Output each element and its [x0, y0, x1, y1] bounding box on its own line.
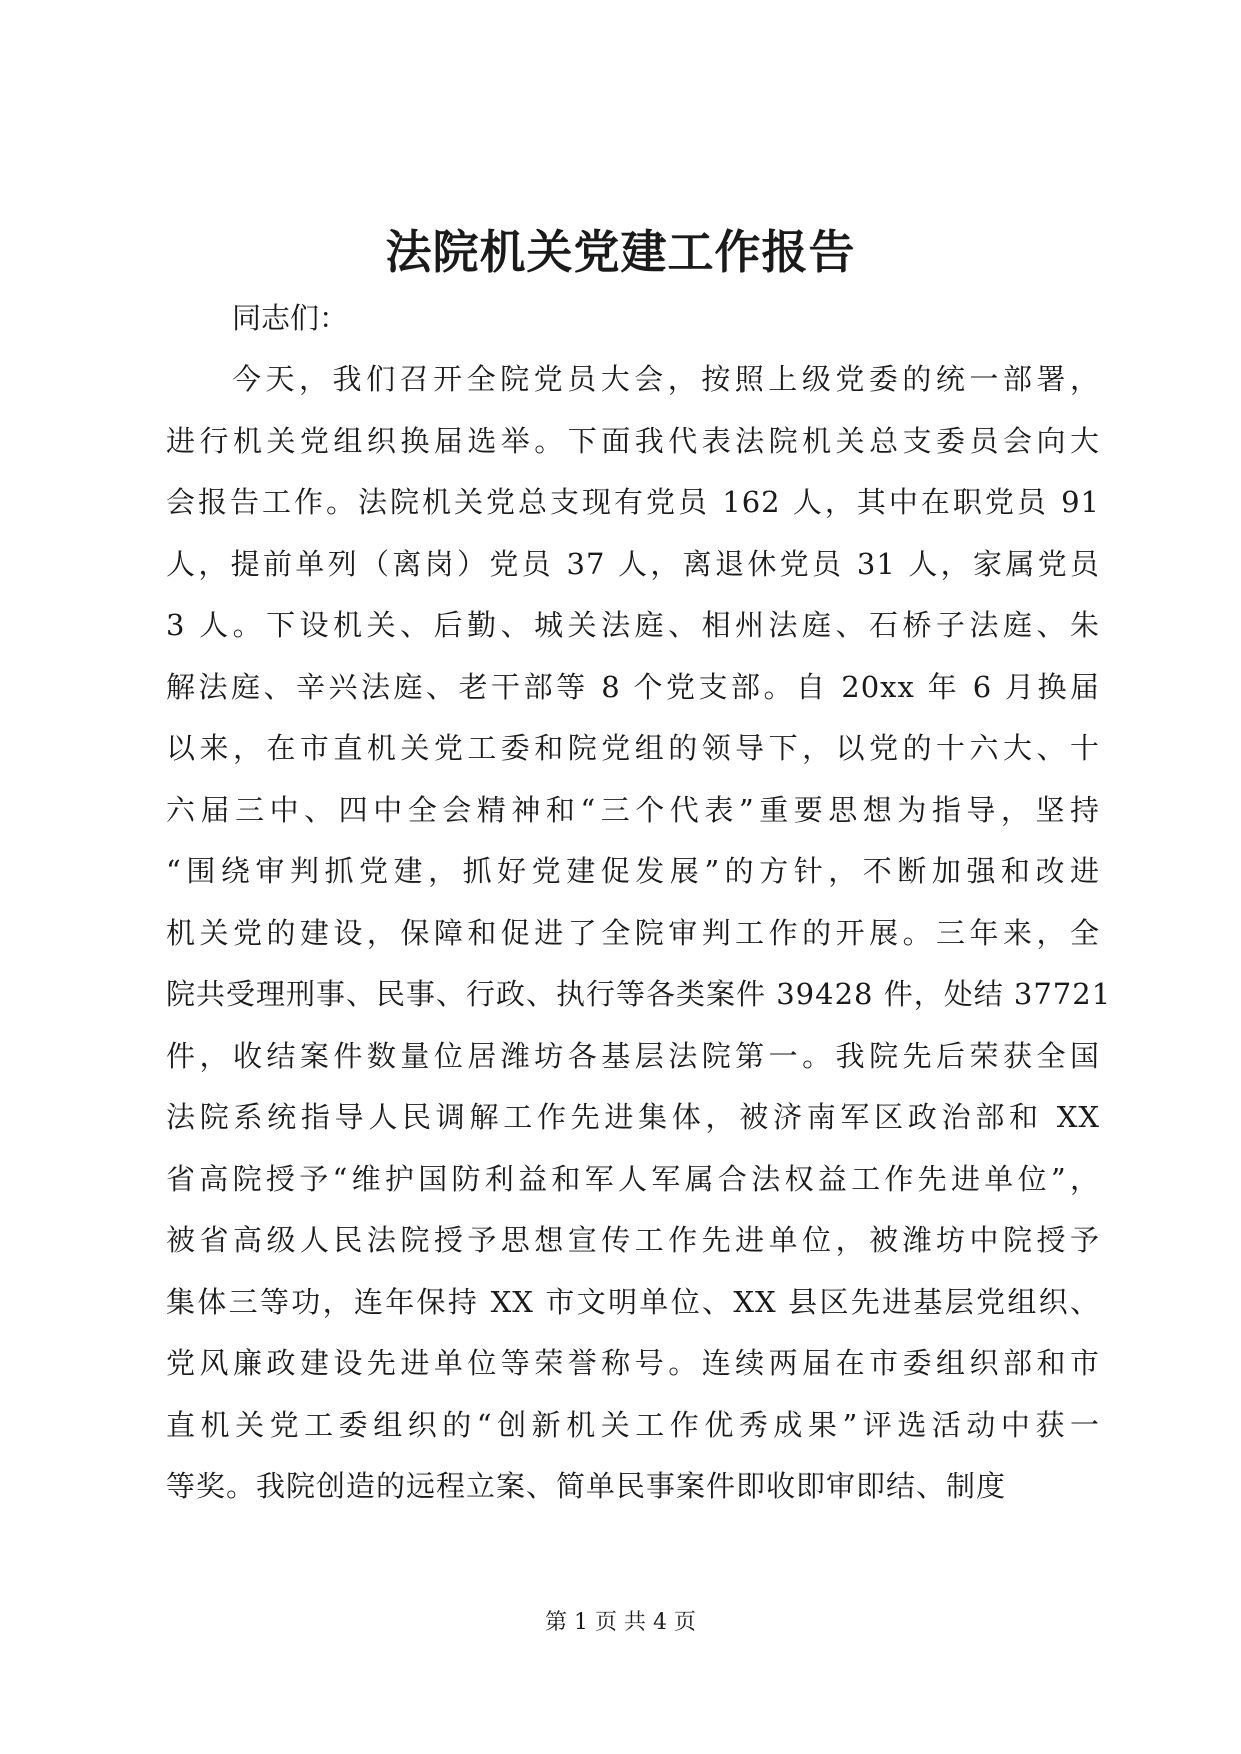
body-line: 机关党的建设，保障和促进了全院审判工作的开展。三年来，全 — [166, 915, 1100, 950]
body-paragraph — [166, 357, 1112, 1526]
page-footer: 第 1 页 共 4 页 — [545, 1610, 696, 1635]
body-line: 省高院授予“维护国防利益和军人军属合法权益工作先进单位”， — [166, 1161, 1100, 1196]
body-line: 进行机关党组织换届选举。下面我代表法院机关总支委员会向大 — [166, 423, 1100, 458]
body-line: 会报告工作。法院机关党总支现有党员 162 人，其中在职党员 91 — [166, 485, 1100, 519]
body-line: 集体三等功，连年保持 XX 市文明单位、XX 县区先进基层党组织、 — [166, 1284, 1100, 1319]
body-line: 人，提前单列（离岗）党员 37 人，离退休党员 31 人，家属党员 — [166, 546, 1100, 581]
body-line: 法院系统指导人民调解工作先进集体，被济南军区政治部和 XX — [166, 1100, 1100, 1134]
body-line: 直机关党工委组织的“创新机关工作优秀成果”评选活动中获一 — [166, 1407, 1100, 1442]
body-line: 3 人。下设机关、后勤、城关法庭、相州法庭、石桥子法庭、朱 — [166, 608, 1100, 642]
salutation: 同志们： — [232, 301, 349, 335]
body-line: “围绕审判抓党建，抓好党建促发展”的方针，不断加强和改进 — [166, 854, 1100, 888]
body-line: 今天，我们召开全院党员大会，按照上级党委的统一部署， — [232, 362, 1100, 396]
body-line: 等奖。我院创造的远程立案、简单民事案件即收即审即结、制度 — [166, 1469, 1007, 1503]
body-line: 件，收结案件数量位居潍坊各基层法院第一。我院先后荣获全国 — [166, 1038, 1100, 1073]
document-title: 法院机关党建工作报告 — [385, 225, 856, 279]
body-line: 以来，在市直机关党工委和院党组的领导下，以党的十六大、十 — [166, 731, 1100, 765]
body-line: 解法庭、辛兴法庭、老干部等 8 个党支部。自 20xx 年 6 月换届 — [166, 669, 1100, 704]
body-line: 被省高级人民法院授予思想宣传工作先进单位，被潍坊中院授予 — [166, 1223, 1100, 1257]
body-line: 党风廉政建设先进单位等荣誉称号。连续两届在市委组织部和市 — [166, 1346, 1100, 1380]
body-line: 院共受理刑事、民事、行政、执行等各类案件 39428 件，处结 37721 — [166, 977, 1112, 1011]
body-line: 六届三中、四中全会精神和“三个代表”重要思想为指导，坚持 — [166, 792, 1100, 827]
